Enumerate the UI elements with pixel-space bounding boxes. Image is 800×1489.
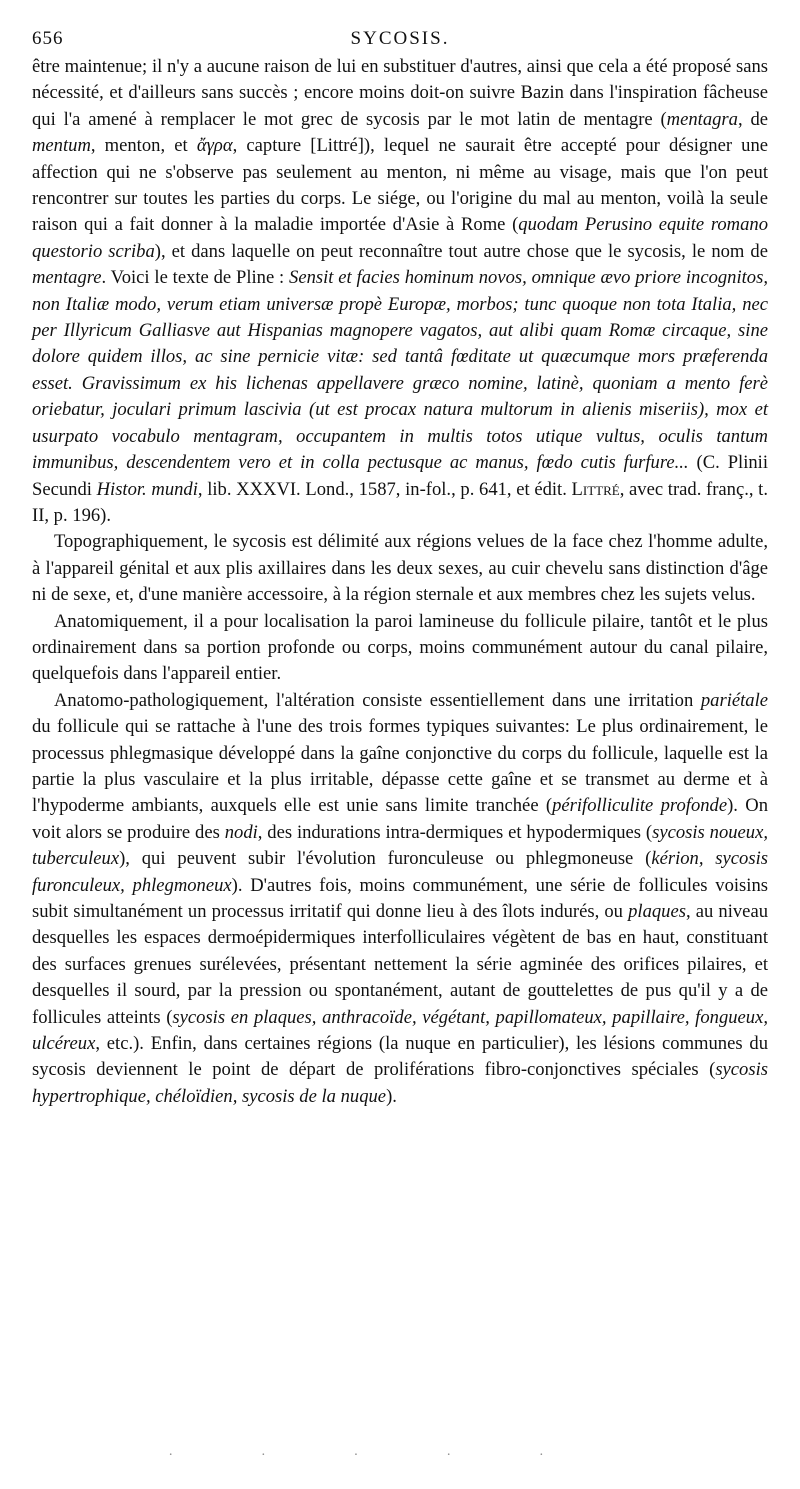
paragraph-anatomie: Anatomiquement, il a pour localisation la paroi lamineuse du follicule pilaire, tantôt et le plus ordinairement dans sa portion profonde ou corps, moins communément autour du canal pilaire, quelquefois dans l'appareil entier. [32,610,768,685]
running-head [32,28,768,54]
paragraph-anatomo-pathologie: Anatomo-pathologiquement, l'altération consiste essentiellement dans une irritation pariétale du follicule qui se rattache à l'une des trois formes typiques suivantes: Le plus ordinairement, le processus phlegmasique développé dans la gaîne conjonctive du corps du follicule, laquelle est la partie la plus vasculaire et la plus irritable, dépasse cette gaîne et se transmet au derme et à l'hypoderme ambiants, auxquels elle est unie sans limite tranchée (périfolliculite profonde). On voit alors se produire des nodi, des indurations intra-dermiques et hypodermiques (sycosis noueux, tuberculeux), qui peuvent subir l'évolution furonculeuse ou phlegmoneuse (kérion, sycosis furonculeux, phlegmoneux). D'autres fois, moins communément, une série de follicules voisins subit simultanément un processus irritatif qui donne lieu à des îlots indurés, ou plaques, au niveau desquelles les espaces dermoépidermiques interfolliculaires végètent de bas en haut, constituant des surfaces grenues surélevées, présentant nettement la série agminée des orifices pilaires, et desquelles il sourd, par la pression ou spontanément, autant de gouttelettes de pus qu'il y a de follicules atteints (sycosis en plaques, anthracoïde, végétant, papillomateux, papillaire, fongueux, ulcéreux, etc.). Enfin, dans certaines régions (la nuque en particulier), les lésions communes du sycosis deviennent le point de départ de proliférations fibro-conjonctives spéciales (sycosis hypertrophique, chéloïdien, sycosis de la nuque). [32,689,769,1107]
body-text [32,54,768,1110]
pliny-quotation: Sensit et facies hominum novos, omnique ævo priore incognitos, non Italiæ modo, verum etiam universæ propè Europæ, morbos; tunc quoque non tota Italia, nec per Illyricum Galliasve aut Hispanias magnopere vagatos, aut alibi quam Romæ circaque, sine dolore quidem illos, ac sine pernicie vitæ: sed tantâ fœditate ut quæcumque mors præferenda esset. Gravissimum ex his lichenas appellavere græco nomine, latinè, quoniam a mento ferè oriebatur, joculari primum lascivia (ut est procax natura multorum in alienis miseriis), mox et usurpato vocabulo mentagram, occupantem in multis totos utique vultus, oculis tantum immunibus, descendentem vero et in colla pectusque ac manus, fœdo cutis furfure... [32,267,768,474]
paragraph-topographie: Topographiquement, le sycosis est délimité aux régions velues de la face chez l'homme adulte, à l'appareil génital et aux plis axillaires dans les deux sexes, au cuir chevelu sans distinction d'âge ni de sexe, et, d'une manière accessoire, à la région sternale et aux membres chez les sujets velus. [32,531,768,606]
page-footer-specks: ·​·​·​·​· [168,1448,632,1463]
page-number: 656 [32,28,64,49]
running-title: SYCOSIS. [350,28,450,49]
paragraph-continuation: être maintenue; il n'y a aucune raison de lui en substituer d'autres, ainsi que cela a été proposé sans nécessité, et d'ailleurs sans succès ; encore moins doit-on suivre Bazin dans l'inspiration fâcheuse qui l'a amené à remplacer le mot grec de sycosis par le mot latin de mentagre (mentagra, de mentum, menton, et ἄγρα, capture [Littré]), lequel ne saurait être accepté pour désigner une affection qui ne s'observe pas seulement au menton, ni même au visage, mais que l'on peut rencontrer sur toutes les parties du corps. Le siége, ou l'origine du mal au menton, voilà la seule raison qui a fait donner à la maladie importée d'Asie à Rome (quodam Perusino equite romano questorio scriba), et dans laquelle on peut reconnaître tout autre chose que le sycosis, le nom de mentagre. Voici le texte de Pline : Sensit et facies hominum novos, omnique ævo priore incognitos, non Italiæ modo, verum etiam universæ propè Europæ, morbos; tunc quoque non tota Italia, nec per Illyricum Galliasve aut Hispanias magnopere vagatos, aut alibi quam Romæ circaque, sine dolore quidem illos, ac sine pernicie vitæ: sed tantâ fœditate ut quæcumque mors præferenda esset. Gravissimum ex his lichenas appellavere græco nomine, latinè, quoniam a mento ferè oriebatur, joculari primum lascivia (ut est procax natura multorum in alienis miseriis), mox et usurpato vocabulo mentagram, occupantem in multis totos utique vultus, oculis tantum immunibus, descendentem vero et in colla pectusque ac manus, fœdo cutis furfure... (C. Plinii Secundi Histor. mundi, lib. XXXVI. Lond., 1587, in-fol., p. 641, et édit. Littré, avec trad. franç., t. II, p. 196). [32,56,769,526]
